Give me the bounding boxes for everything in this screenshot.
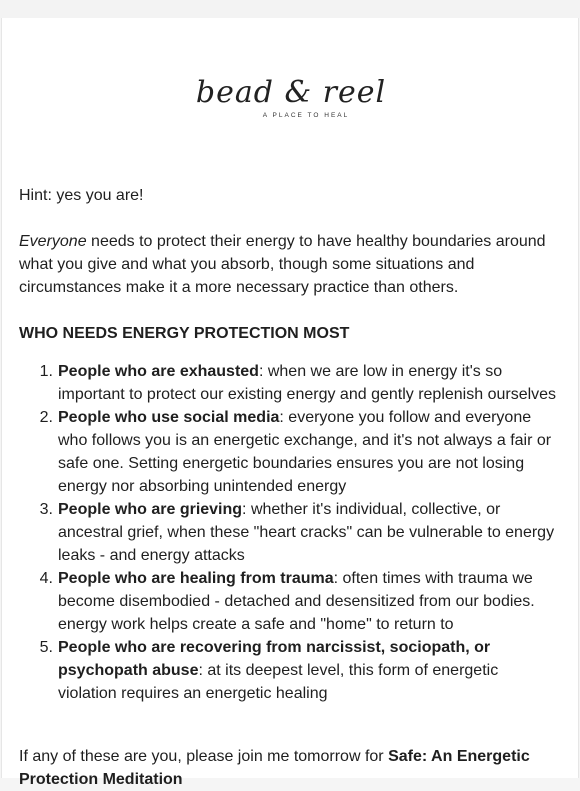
- hint-text: Hint: yes you are!: [19, 187, 144, 204]
- list-item-title: People who are exhausted: [58, 363, 259, 380]
- list-item: [19, 567, 567, 636]
- list-number: 1.: [39, 363, 53, 380]
- intro-emphasis: Everyone: [19, 233, 87, 250]
- list-item-title: People who are recovering from narcissist, sociopath, or psychopath abuse: [58, 639, 491, 679]
- list-number: 3.: [39, 501, 53, 518]
- list-number: 4.: [39, 570, 53, 587]
- list-item-body: : everyone you follow and everyone who follows you is an energetic exchange, and it's not always a fair or safe one. Setting energetic boundaries ensures you are not losing energy nor absorbing unintended energy: [58, 409, 552, 495]
- energy-protection-list: [19, 360, 567, 705]
- top-bar: [0, 0, 580, 18]
- list-item-body: : whether it's individual, collective, or ancestral grief, when these "heart cracks" can be vulnerable to energy leaks - and energy attacks: [58, 501, 555, 564]
- intro-text: needs to protect their energy to have healthy boundaries around what you give and what you absorb, though some situations and circumstances make it a more necessary practice than others.: [19, 233, 546, 296]
- list-item-body: : when we are low in energy it's so important to protect our existing energy and gently replenish ourselves: [58, 363, 557, 403]
- intro-paragraph: [19, 230, 567, 299]
- list-item: [19, 636, 567, 705]
- list-item-title: People who are healing from trauma: [58, 570, 334, 587]
- logo-wordmark: bead & reel: [195, 75, 387, 110]
- list-item-body: : at its deepest level, this form of energetic violation requires an energetic healing: [58, 662, 499, 702]
- section-heading: WHO NEEDS ENERGY PROTECTION MOST: [19, 325, 350, 342]
- list-item: [19, 360, 567, 406]
- closing-paragraph: [19, 745, 567, 791]
- list-item-title: People who are grieving: [58, 501, 243, 518]
- list-item: [19, 406, 567, 498]
- list-item-title: People who use social media: [58, 409, 280, 426]
- closing-text: If any of these are you, please join me tomorrow for: [19, 748, 389, 765]
- list-number: 2.: [39, 409, 53, 426]
- logo-tagline: A PLACE TO HEAL: [262, 112, 350, 119]
- list-item: [19, 498, 567, 567]
- email-body: [1, 18, 579, 788]
- list-number: 5.: [39, 639, 53, 656]
- brand-logo[interactable]: [2, 76, 580, 119]
- list-item-body: : often times with trauma we become disembodied - detached and desensitized from our bodies. energy work helps create a safe and "home" to return to: [58, 570, 535, 633]
- event-title-link[interactable]: Safe: An Energetic Protection Meditation: [19, 748, 530, 788]
